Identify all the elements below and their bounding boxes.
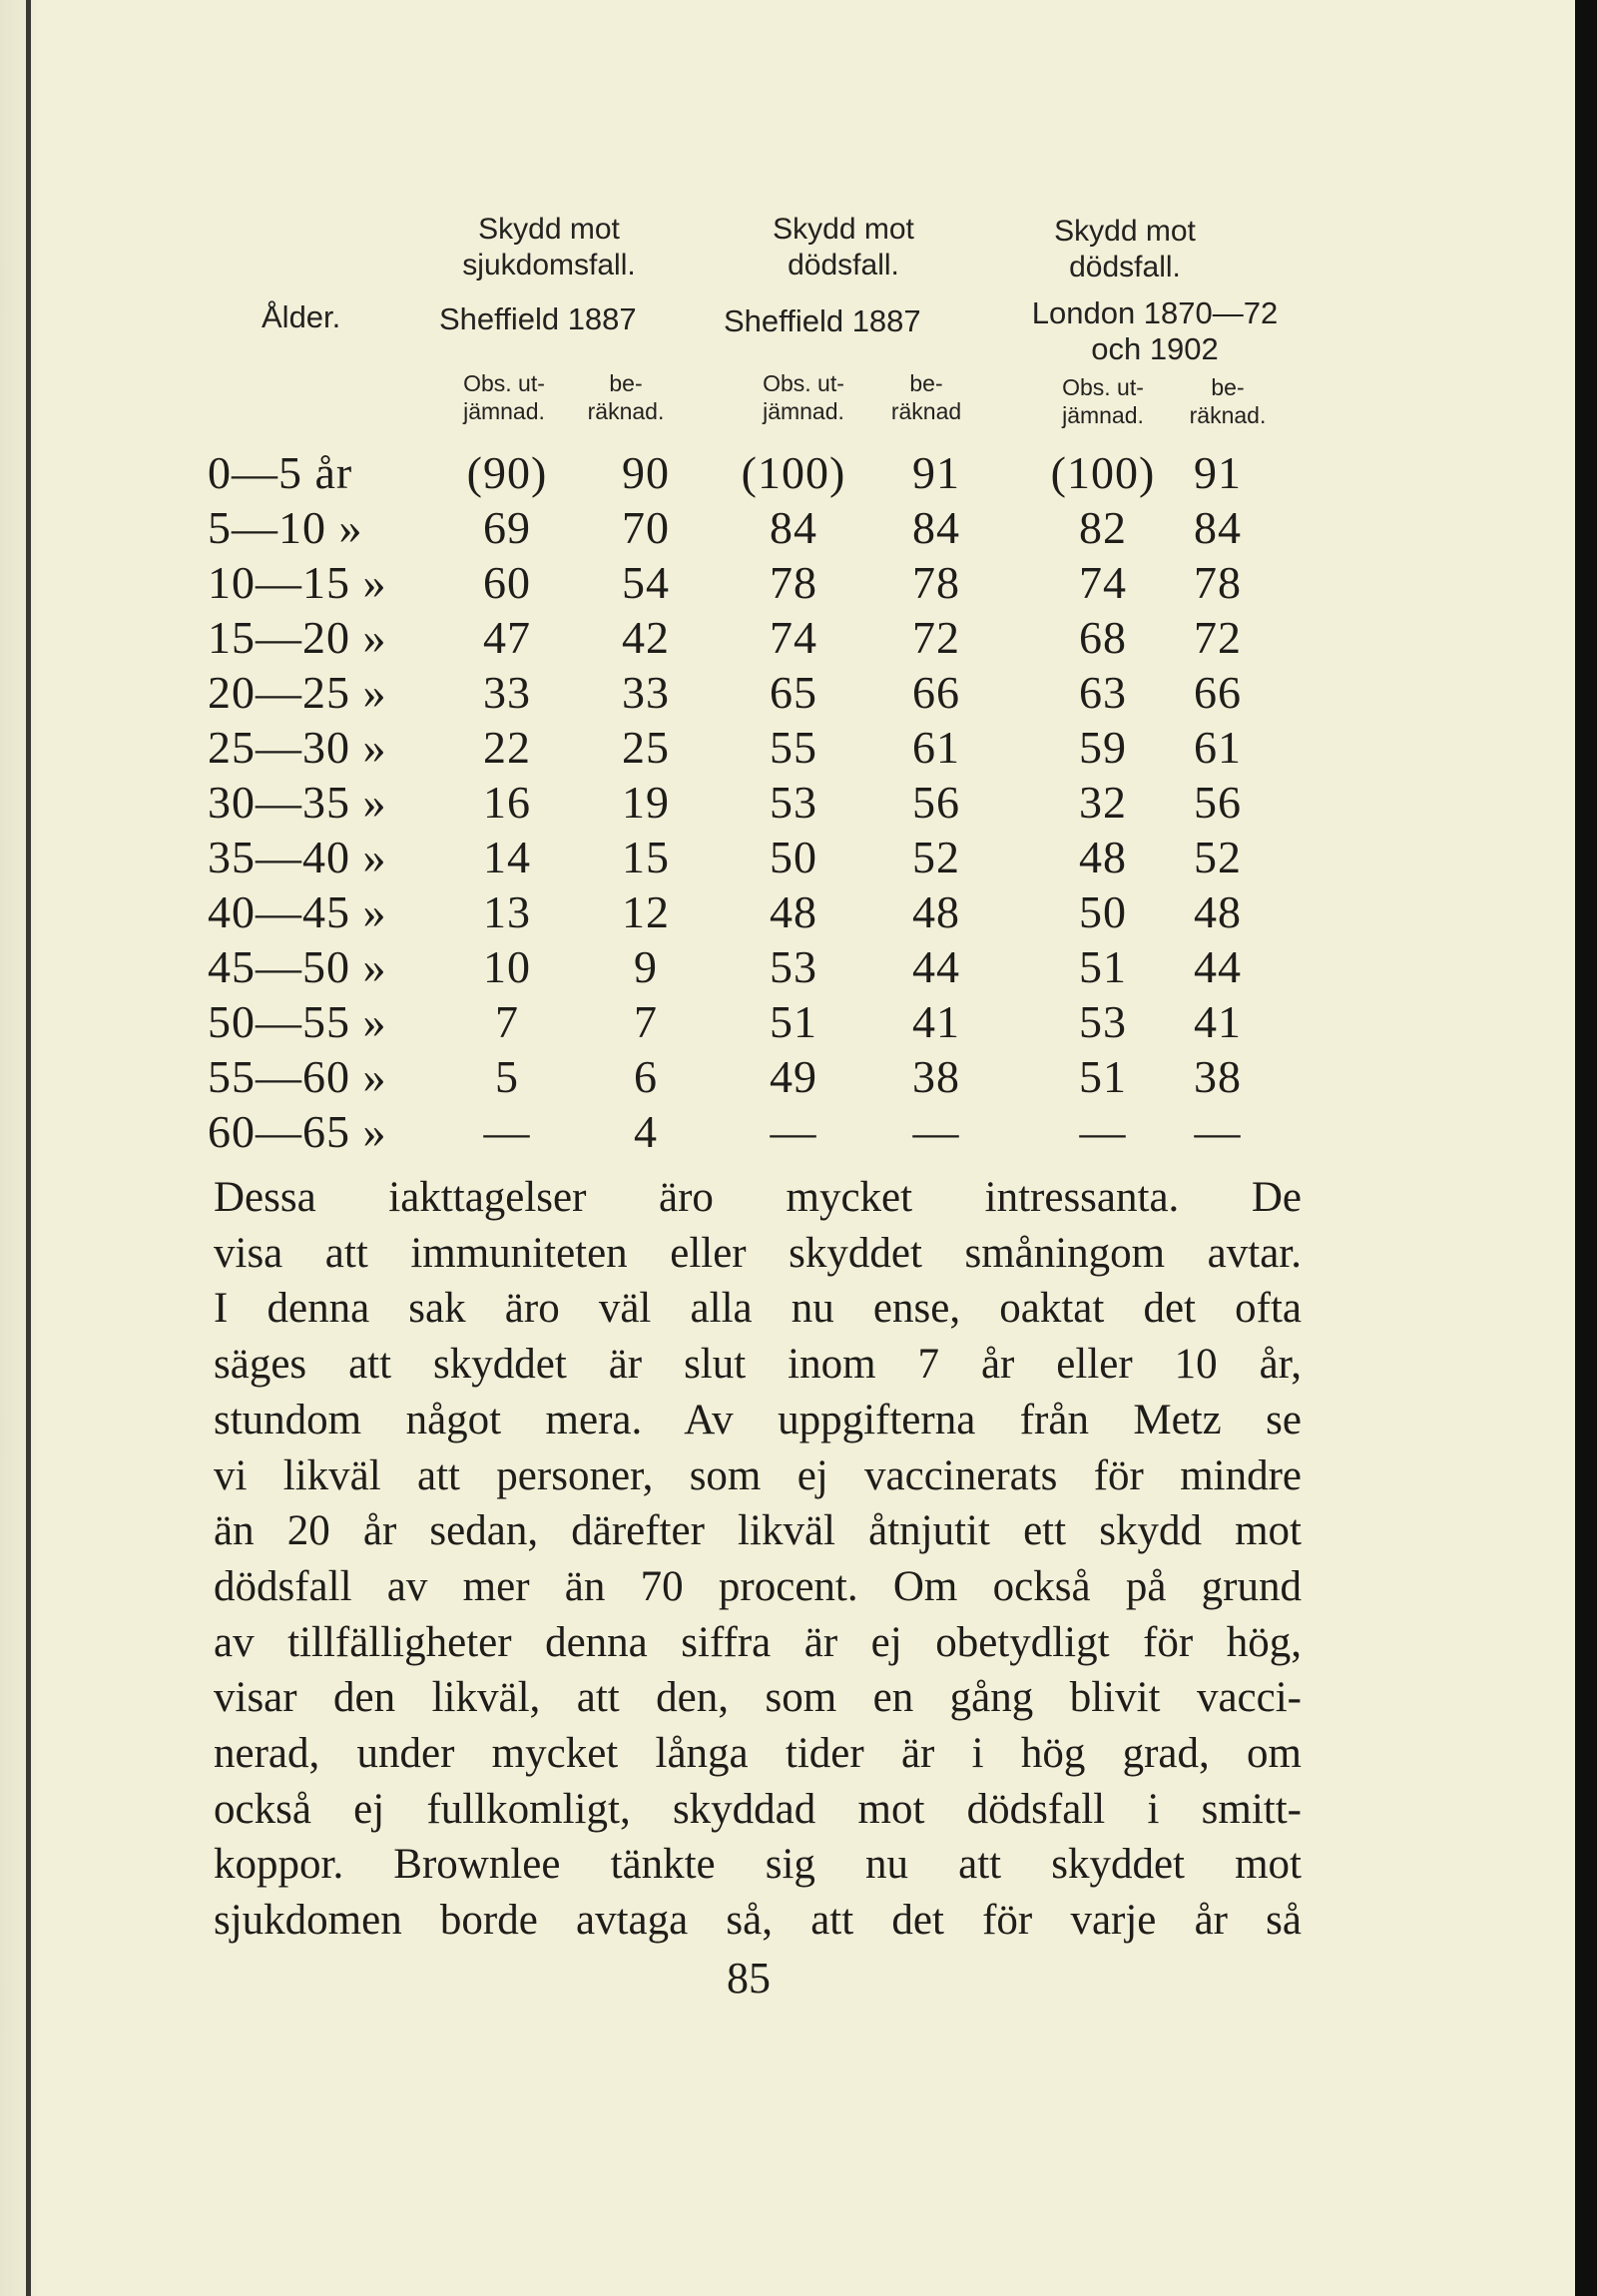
- group-2-place-line-1: Sheffield 1887: [724, 303, 921, 338]
- age-header: Ålder.: [262, 299, 341, 334]
- value-cell: 51: [1079, 941, 1127, 992]
- text-line: dödsfall av mer än 70 procent. Om också på grund: [214, 1562, 1302, 1610]
- value-cell: 7: [634, 996, 658, 1047]
- value-cell: 25: [622, 722, 670, 773]
- value-cell: 78: [912, 557, 960, 608]
- value-cell: 48: [912, 886, 960, 937]
- age-cell: 55—60 »: [208, 1051, 387, 1102]
- value-cell: —: [1194, 1106, 1242, 1157]
- value-cell: 61: [1194, 722, 1242, 773]
- table-row: [0, 721, 1597, 775]
- value-cell: 49: [770, 1051, 817, 1102]
- value-cell: —: [1079, 1106, 1127, 1157]
- value-cell: 15: [622, 832, 670, 882]
- age-cell: 35—40 »: [208, 832, 387, 882]
- value-cell: 53: [1079, 996, 1127, 1047]
- age-cell: 30—35 »: [208, 777, 387, 828]
- group-3-title-line-1: Skydd mot: [1054, 215, 1196, 248]
- text-line: nerad, under mycket långa tider är i hög grad, om: [214, 1730, 1302, 1778]
- value-cell: 74: [770, 612, 817, 663]
- value-cell: 51: [1079, 1051, 1127, 1102]
- group-3-place-line-1: London 1870—72: [1031, 295, 1279, 330]
- text-line: I denna sak äro väl alla nu ense, oaktat det ofta: [214, 1285, 1302, 1333]
- age-cell: 60—65 »: [208, 1106, 387, 1157]
- group-2-sub-right-line-1: be-: [909, 370, 943, 396]
- value-cell: 50: [1079, 886, 1127, 937]
- value-cell: 66: [912, 667, 960, 718]
- table-row: [0, 1050, 1597, 1104]
- value-cell: 69: [483, 502, 531, 553]
- group-2-sub-left-line-2: jämnad.: [763, 398, 844, 424]
- value-cell: 59: [1079, 722, 1127, 773]
- value-cell: 82: [1079, 502, 1127, 553]
- text-line: av tillfälligheter denna siffra är ej obetydligt för hög,: [214, 1618, 1302, 1666]
- value-cell: 48: [1079, 832, 1127, 882]
- text-line: Dessa iakttagelser äro mycket intressanta. De: [214, 1174, 1302, 1221]
- value-cell: —: [483, 1106, 531, 1157]
- age-cell: 50—55 »: [208, 996, 387, 1047]
- value-cell: 74: [1079, 557, 1127, 608]
- text-line: koppor. Brownlee tänkte sig nu att skyddet mot: [214, 1841, 1302, 1889]
- value-cell: 33: [483, 667, 531, 718]
- value-cell: 19: [622, 777, 670, 828]
- age-cell: 25—30 »: [208, 722, 387, 773]
- value-cell: 54: [622, 557, 670, 608]
- text-line: också ej fullkomligt, skyddad mot dödsfall i smitt-: [214, 1785, 1302, 1833]
- table-row: [0, 995, 1597, 1049]
- value-cell: 48: [770, 886, 817, 937]
- value-cell: 66: [1194, 667, 1242, 718]
- age-cell: 0—5 år: [208, 447, 353, 498]
- table-row: [0, 666, 1597, 720]
- value-cell: 90: [622, 447, 670, 498]
- book-cover-edge: [1575, 0, 1597, 2296]
- value-cell: 48: [1194, 886, 1242, 937]
- age-cell: 15—20 »: [208, 612, 387, 663]
- value-cell: 12: [622, 886, 670, 937]
- text-line: visar den likväl, att den, som en gång blivit vacci-: [214, 1674, 1302, 1722]
- value-cell: 4: [634, 1106, 658, 1157]
- age-cell: 5—10 »: [208, 502, 363, 553]
- value-cell: 5: [495, 1051, 519, 1102]
- value-cell: 78: [1194, 557, 1242, 608]
- value-cell: 70: [622, 502, 670, 553]
- group-1-place-line-1: Sheffield 1887: [439, 301, 637, 336]
- value-cell: 51: [770, 996, 817, 1047]
- value-cell: 32: [1079, 777, 1127, 828]
- value-cell: (100): [741, 447, 846, 498]
- table-row: [0, 885, 1597, 939]
- group-2-sub-left-line-1: Obs. ut-: [763, 370, 844, 396]
- value-cell: 72: [1194, 612, 1242, 663]
- value-cell: 91: [912, 447, 960, 498]
- value-cell: 38: [912, 1051, 960, 1102]
- value-cell: 13: [483, 886, 531, 937]
- value-cell: 61: [912, 722, 960, 773]
- value-cell: 91: [1194, 447, 1242, 498]
- value-cell: 72: [912, 612, 960, 663]
- table-row: [0, 940, 1597, 994]
- group-1-sub-left-line-2: jämnad.: [463, 398, 545, 424]
- value-cell: (100): [1050, 447, 1156, 498]
- value-cell: 22: [483, 722, 531, 773]
- value-cell: 53: [770, 941, 817, 992]
- group-3-place-line-2: och 1902: [1091, 331, 1219, 366]
- group-1-sub-right-line-2: räknad.: [587, 398, 665, 424]
- value-cell: 41: [1194, 996, 1242, 1047]
- group-2-sub-right-line-2: räknad: [890, 398, 962, 424]
- group-1-sub-right-line-1: be-: [609, 370, 643, 396]
- group-3-sub-left-line-2: jämnad.: [1062, 402, 1144, 428]
- value-cell: 84: [770, 502, 817, 553]
- text-line: vi likväl att personer, som ej vaccinerats för mindre: [214, 1451, 1302, 1499]
- value-cell: 56: [1194, 777, 1242, 828]
- table-row: [0, 556, 1597, 610]
- value-cell: 42: [622, 612, 670, 663]
- value-cell: 52: [912, 832, 960, 882]
- text-line: stundom något mera. Av uppgifterna från Metz se: [214, 1396, 1302, 1443]
- table-row: [0, 611, 1597, 665]
- value-cell: 47: [483, 612, 531, 663]
- table-row: [0, 501, 1597, 555]
- value-cell: —: [770, 1106, 817, 1157]
- page-number: 85: [727, 1954, 771, 2003]
- value-cell: 44: [1194, 941, 1242, 992]
- group-3-sub-left-line-1: Obs. ut-: [1062, 374, 1144, 400]
- value-cell: 7: [495, 996, 519, 1047]
- text-line: än 20 år sedan, därefter likväl åtnjutit ett skydd mot: [214, 1507, 1302, 1555]
- group-1-title-line-2: sjukdomsfall.: [462, 249, 636, 282]
- value-cell: 10: [483, 941, 531, 992]
- body-paragraph: [214, 1170, 1302, 1949]
- text-line: visa att immuniteten eller skyddet småningom avtar.: [214, 1229, 1302, 1277]
- age-cell: 10—15 »: [208, 557, 387, 608]
- group-1-title-line-1: Skydd mot: [478, 213, 620, 246]
- value-cell: 55: [770, 722, 817, 773]
- group-3-sub-right-line-2: räknad.: [1189, 402, 1267, 428]
- group-3-title-line-2: dödsfall.: [1069, 251, 1181, 284]
- group-1-sub-left-line-1: Obs. ut-: [463, 370, 545, 396]
- value-cell: 16: [483, 777, 531, 828]
- value-cell: 50: [770, 832, 817, 882]
- value-cell: 84: [1194, 502, 1242, 553]
- value-cell: 52: [1194, 832, 1242, 882]
- value-cell: 33: [622, 667, 670, 718]
- table-row: [0, 446, 1597, 500]
- value-cell: 84: [912, 502, 960, 553]
- text-line: säges att skyddet är slut inom 7 år eller 10 år,: [214, 1341, 1302, 1389]
- age-cell: 20—25 »: [208, 667, 387, 718]
- age-cell: 45—50 »: [208, 941, 387, 992]
- text-line: sjukdomen borde avtaga så, att det för varje år så: [214, 1897, 1302, 1945]
- group-2-title-line-1: Skydd mot: [773, 213, 914, 246]
- value-cell: 68: [1079, 612, 1127, 663]
- table-row: [0, 1105, 1597, 1159]
- value-cell: 78: [770, 557, 817, 608]
- table-row: [0, 776, 1597, 830]
- age-cell: 40—45 »: [208, 886, 387, 937]
- value-cell: (90): [466, 447, 548, 498]
- value-cell: 14: [483, 832, 531, 882]
- value-cell: 41: [912, 996, 960, 1047]
- value-cell: 44: [912, 941, 960, 992]
- value-cell: 38: [1194, 1051, 1242, 1102]
- value-cell: 56: [912, 777, 960, 828]
- value-cell: 60: [483, 557, 531, 608]
- table-row: [0, 831, 1597, 884]
- value-cell: 9: [634, 941, 658, 992]
- group-2-title-line-2: dödsfall.: [788, 249, 899, 282]
- value-cell: 6: [634, 1051, 658, 1102]
- value-cell: —: [912, 1106, 960, 1157]
- value-cell: 63: [1079, 667, 1127, 718]
- value-cell: 53: [770, 777, 817, 828]
- value-cell: 65: [770, 667, 817, 718]
- group-3-sub-right-line-1: be-: [1211, 374, 1245, 400]
